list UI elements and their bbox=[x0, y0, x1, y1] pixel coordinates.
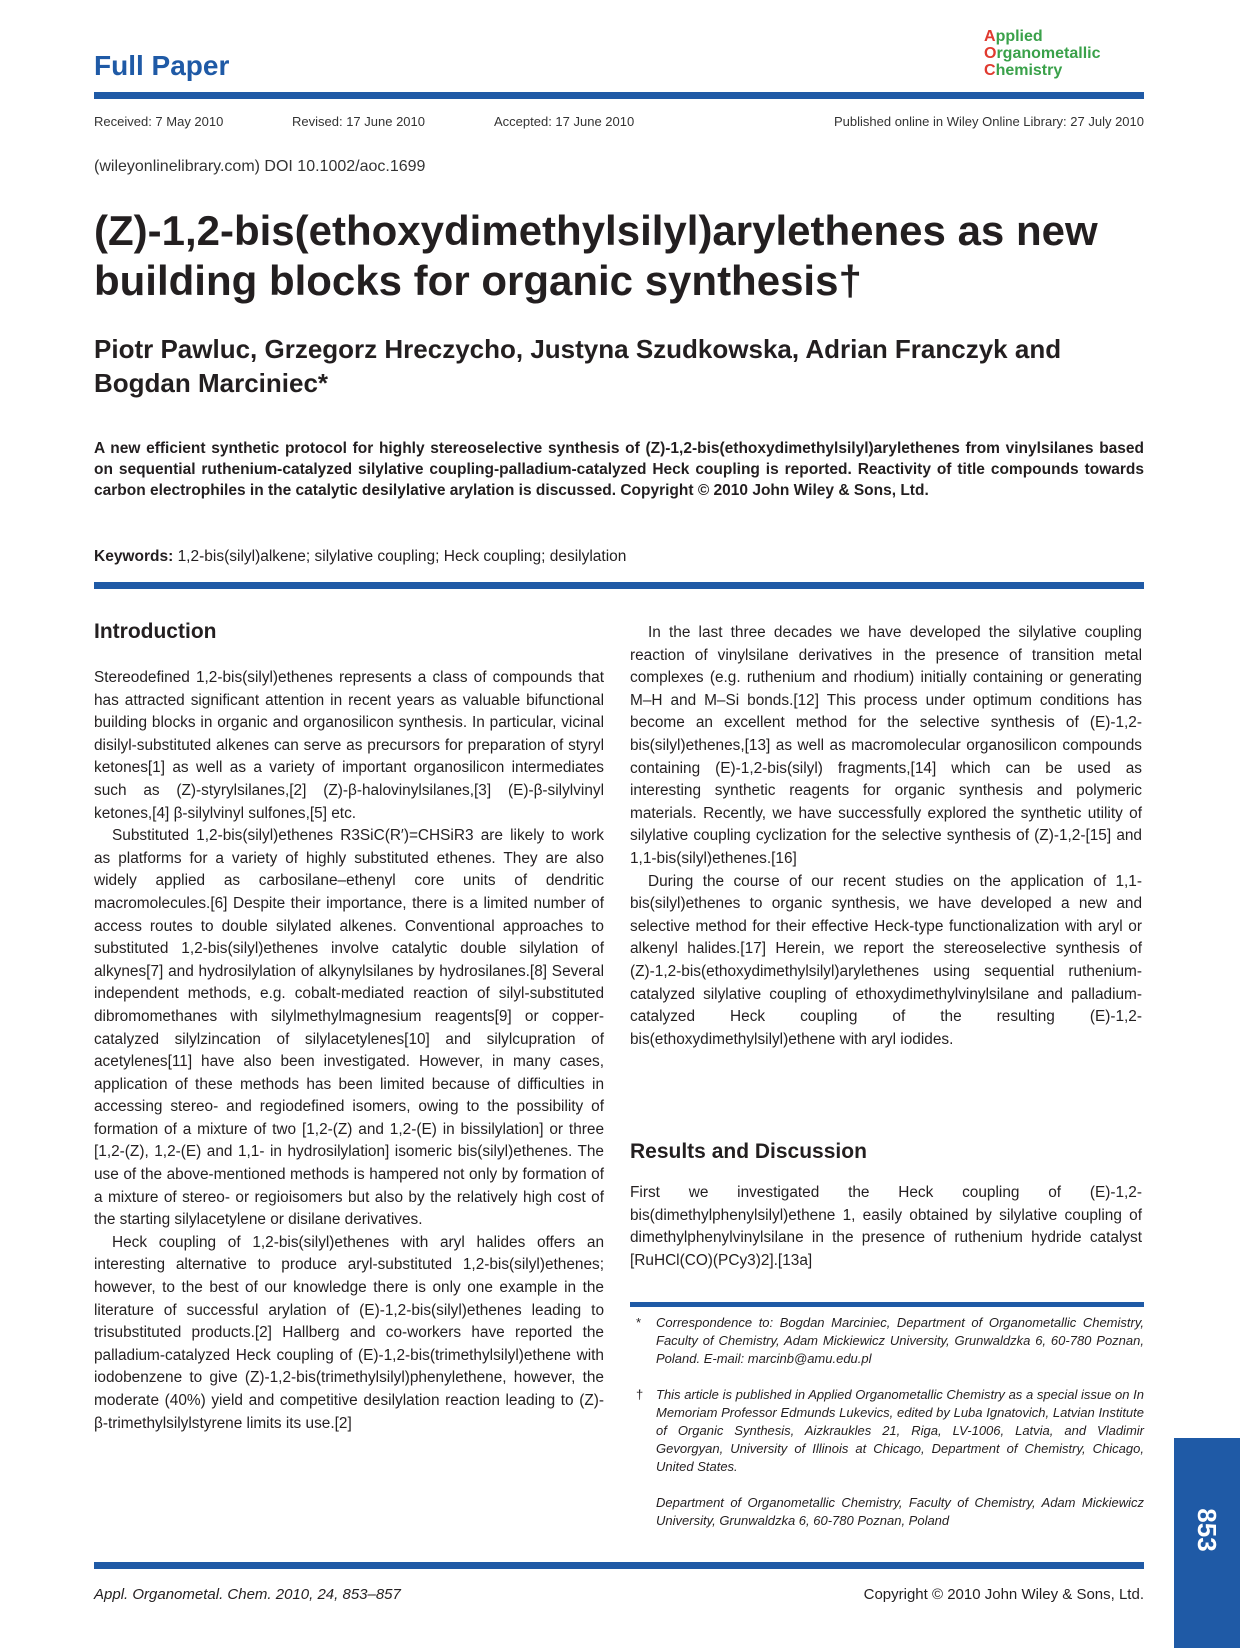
footer-rule bbox=[94, 1562, 1144, 1569]
page-number: 853 bbox=[1192, 1508, 1223, 1552]
paragraph: First we investigated the Heck coupling of (E)-1,2-bis(dimethylphenylsilyl)ethene 1, easily obtained by silylative coupling of dimethylphenylvinylsilane in the presence of ruthenium hydride catalyst [RuHCl(CO)(PCy3)2].[13a] bbox=[630, 1184, 1142, 1269]
received-date: Received: 7 May 2010 bbox=[94, 114, 224, 129]
paragraph: During the course of our recent studies on the application of 1,1-bis(silyl)ethenes to organic synthesis, we have developed a new and selective method for their effective Heck-type functionalization with aryl or alkenyl halides.[17] Herein, we report the stereoselective synthesis of (Z)-1,2-bis(ethoxydimethylsilyl)arylethenes using sequential ruthenium-catalyzed silylative coupling of ethoxydimethylvinylsilane and palladium-catalyzed Heck coupling of the resulting (E)-1,2-bis(ethoxydimethylsilyl)ethene with aryl iodides. bbox=[630, 872, 1142, 1048]
footnote-special-issue: † This article is published in Applied Organometallic Chemistry as a special issue on In Memoriam Professor Edmunds Lukevics, edited by Luba Ignatovich, Latvian Institute of Organic Synthesis, Aizkraukles 21, Riga, LV-1006, Latvia, and Vladimir Gevorgyan, University of Illinois at Chicago, Department of Chemistry, Chicago, United States. bbox=[636, 1387, 1144, 1474]
paragraph: In the last three decades we have developed the silylative coupling reaction of vinylsilane derivatives in the presence of transition metal complexes (e.g. ruthenium and rhodium) initially containing or generating M–H and M–Si bonds.[12] This process under optimum conditions has become an excellent method for the selective synthesis of (E)-1,2-bis(silyl)ethenes,[13] as well as macromolecular organosilicon compounds containing (E)-1,2-bis(silyl) fragments,[14] which can be used as interesting synthetic reagents for organic synthesis and polymeric materials. Recently, we have successfully explored the synthetic utility of silylative coupling cyclization for the selective synthesis of (Z)-1,2-[15] and 1,1-bis(silyl)ethenes.[16] bbox=[630, 624, 1142, 867]
section-label: Full Paper bbox=[94, 50, 230, 81]
introduction-body bbox=[94, 667, 604, 1435]
results-heading: Results and Discussion bbox=[630, 1140, 867, 1163]
footnote-rule bbox=[630, 1302, 1144, 1307]
introduction-heading: Introduction bbox=[94, 620, 217, 643]
abstract-rule bbox=[94, 582, 1144, 589]
footnotes bbox=[636, 1314, 1144, 1548]
published-date: Published online in Wiley Online Library: 27 July 2010 bbox=[833, 114, 1144, 129]
footnote-affiliation: Department of Organometallic Chemistry, Faculty of Chemistry, Adam Mickiewicz University, Grunwaldzka 6, 60-780 Poznan, Poland bbox=[656, 1495, 1144, 1528]
journal-citation: Appl. Organometal. Chem. 2010, 24, 853–857 bbox=[94, 1586, 401, 1603]
keywords-text: 1,2-bis(silyl)alkene; silylative coupling; Heck coupling; desilylation bbox=[177, 548, 627, 565]
author-list: Piotr Pawluc, Grzegorz Hreczycho, Justyna Szudkowska, Adrian Franczyk and Bogdan Marciniec* bbox=[94, 334, 1062, 398]
doi-line: (wileyonlinelibrary.com) DOI 10.1002/aoc.1699 bbox=[94, 158, 426, 175]
journal-logo: Applied Organometallic Chemistry bbox=[984, 28, 1101, 79]
article-title: (Z)-1,2-bis(ethoxydimethylsilyl)arylethenes as new building blocks for organic synthesis† bbox=[94, 207, 1098, 304]
paragraph: Heck coupling of 1,2-bis(silyl)ethenes with aryl halides offers an interesting alternative to produce aryl-substituted 1,2-bis(silyl)ethenes; however, to the best of our knowledge there is only one example in the literature of successful arylation of (E)-1,2-bis(silyl)ethenes leading to trisubstituted products.[2] Hallberg and co-workers have reported the palladium-catalyzed Heck coupling of (E)-1,2-bis(trimethylsilyl)ethene with iodobenzene to give (Z)-1,2-bis(trimethylsilyl)phenylethene, however, the moderate (40%) yield and competitive desilylation reaction leading to (Z)-β-trimethylsilylstyrene limits its use.[2] bbox=[94, 1233, 604, 1432]
paragraph: Stereodefined 1,2-bis(silyl)ethenes represents a class of compounds that has attracted significant attention in recent years as valuable bifunctional building blocks in organic and organosilicon synthesis. In particular, vicinal disilyl-substituted alkenes can serve as precursors for preparation of styryl ketones[1] as well as a variety of important organosilicon intermediates such as (Z)-styrylsilanes,[2] (Z)-β-halovinylsilanes,[3] (E)-β-silylvinyl ketones,[4] β-silylvinyl sulfones,[5] etc. bbox=[94, 669, 604, 822]
revised-date: Revised: 17 June 2010 bbox=[292, 114, 425, 129]
accepted-date: Accepted: 17 June 2010 bbox=[494, 114, 635, 129]
header-rule bbox=[94, 92, 1144, 99]
right-column-body bbox=[630, 622, 1142, 1051]
copyright-notice: Copyright © 2010 John Wiley & Sons, Ltd. bbox=[863, 1586, 1144, 1603]
footnote-correspondence: * Correspondence to: Bogdan Marciniec, Department of Organometallic Chemistry, Faculty of Chemistry, Adam Mickiewicz University, Grunwaldzka 6, 60-780 Poznan, Poland. E-mail: marcinb@amu.edu.pl bbox=[636, 1315, 1144, 1366]
keywords bbox=[94, 548, 626, 566]
abstract: A new efficient synthetic protocol for highly stereoselective synthesis of (Z)-1,2-bis(ethoxydimethylsilyl)arylethenes from vinylsilanes based on sequential ruthenium-catalyzed silylative coupling-palladium-catalyzed Heck coupling is reported. Reactivity of title compounds towards carbon electrophiles in the catalytic desilylative arylation is discussed. Copyright © 2010 John Wiley & Sons, Ltd. bbox=[94, 440, 1144, 499]
keywords-label: Keywords: bbox=[94, 548, 174, 565]
paragraph: Substituted 1,2-bis(silyl)ethenes R3SiC(R′)=CHSiR3 are likely to work as platforms for a variety of highly substituted ethenes. They are also widely applied as carbosilane–ethenyl core units of dendritic macromolecules.[6] Despite their importance, there is a limited number of access routes to double silylated alkenes. Conventional approaches to substituted 1,2-bis(silyl)ethenes involve catalytic double silylation of alkynes[7] and hydrosilylation of alkynylsilanes by hydrosilanes.[8] Several independent methods, e.g. cobalt-mediated reaction of silyl-substituted dibromomethanes with silylmethylmagnesium reagents[9] or copper-catalyzed silylzincation of silylacetylenes[10] and silylcupration of acetylenes[11] have also been investigated. However, in many cases, application of these methods has been limited because of difficulties in accessing stereo- and regiodefined isomers, owing to the possibility of formation of a mixture of two [1,2-(Z) and 1,2-(E) in bissilylation] or three [1,2-(Z), 1,2-(E) and 1,1- in hydrosilylation] isomeric bis(silyl)ethenes. The use of the above-mentioned methods is hampered not only by formation of a mixture of stereo- or regioisomers but also by the relatively high cost of the starting silylacetylene or disilane derivatives. bbox=[94, 827, 604, 1229]
results-body bbox=[630, 1182, 1142, 1272]
